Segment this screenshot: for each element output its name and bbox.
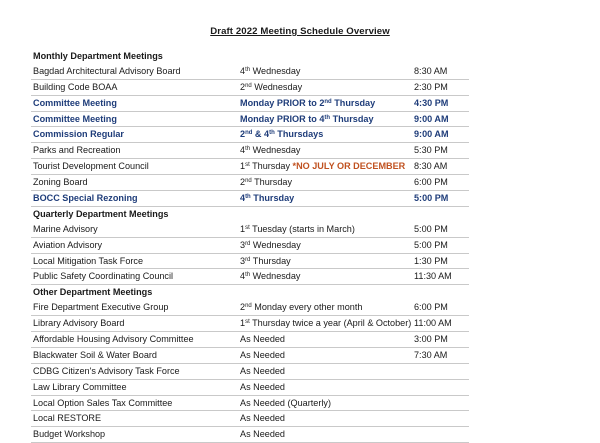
meeting-schedule xyxy=(240,81,302,93)
schedule-text: 4 xyxy=(240,145,246,156)
meeting-time: 4:30 PM xyxy=(414,97,449,108)
schedule-text: 2 xyxy=(240,81,246,92)
meeting-name: Law Library Committee xyxy=(33,381,127,392)
meeting-row xyxy=(31,222,469,238)
meeting-name: Public Safety Coordinating Council xyxy=(33,271,174,282)
meeting-name: Blackwater Soil & Water Board xyxy=(33,349,157,360)
schedule-text: Thursday xyxy=(331,97,376,108)
meeting-name: Tourist Development Council xyxy=(33,161,149,172)
schedule-text: Monday PRIOR to 4 xyxy=(240,113,325,124)
meeting-schedule xyxy=(240,349,285,361)
meeting-row xyxy=(31,159,469,175)
meeting-time: 6:00 PM xyxy=(414,177,448,188)
schedule-text: 4 xyxy=(240,271,246,282)
meeting-row xyxy=(31,269,469,285)
ordinal-suffix: th xyxy=(245,272,251,279)
meeting-schedule xyxy=(240,365,285,377)
ordinal-suffix: nd xyxy=(245,178,252,185)
meeting-time: 5:00 PM xyxy=(414,239,448,250)
schedule-text: Thursday xyxy=(251,177,293,188)
meeting-time: 9:00 AM xyxy=(414,129,449,140)
section-heading: Quarterly Department Meetings xyxy=(33,208,169,219)
meeting-name: Local Option Sales Tax Committee xyxy=(33,397,173,408)
meeting-time: 11:30 AM xyxy=(414,271,452,282)
schedule-text: 2 xyxy=(240,129,246,140)
meeting-time: 7:30 AM xyxy=(414,349,448,360)
meeting-schedule xyxy=(240,333,285,345)
ordinal-suffix: th xyxy=(245,66,251,73)
schedule-text: & 4 xyxy=(252,129,270,140)
meeting-name: Local RESTORE xyxy=(33,413,102,424)
meeting-row xyxy=(31,316,469,332)
meeting-schedule xyxy=(240,113,374,125)
schedule-table xyxy=(0,49,600,443)
meeting-name: Zoning Board xyxy=(33,177,88,188)
meeting-name: Budget Workshop xyxy=(33,429,106,440)
meeting-name: BOCC Special Rezoning xyxy=(33,193,138,204)
meeting-schedule xyxy=(240,397,331,409)
schedule-text: As Needed xyxy=(240,429,285,440)
schedule-text: 2 xyxy=(240,177,246,188)
schedule-text: Thursday xyxy=(330,113,374,124)
schedule-text: Wednesday xyxy=(251,81,303,92)
schedule-text: Monday PRIOR to 2 xyxy=(240,97,325,108)
meeting-time: 5:00 PM xyxy=(414,193,449,204)
meeting-row xyxy=(31,300,469,316)
ordinal-suffix: nd xyxy=(245,130,253,137)
meeting-row xyxy=(31,332,469,348)
meeting-name: Fire Department Executive Group xyxy=(33,302,169,313)
meeting-schedule xyxy=(240,128,323,140)
schedule-text: Wednesday xyxy=(250,271,301,282)
section-heading: Other Department Meetings xyxy=(33,287,153,298)
ordinal-suffix: nd xyxy=(324,98,332,105)
meeting-schedule xyxy=(240,65,300,77)
schedule-text: 3 xyxy=(240,255,246,266)
meeting-schedule xyxy=(240,255,291,267)
meeting-row xyxy=(31,348,469,364)
ordinal-suffix: st xyxy=(245,319,250,326)
meeting-name: Local Mitigation Task Force xyxy=(33,255,144,266)
meeting-row xyxy=(31,127,469,143)
meeting-row xyxy=(31,411,469,427)
schedule-text: As Needed xyxy=(240,381,285,392)
meeting-schedule xyxy=(240,176,292,188)
meeting-time: 6:00 PM xyxy=(414,302,448,313)
meeting-time: 8:30 AM xyxy=(414,161,448,172)
meeting-schedule xyxy=(240,270,300,282)
ordinal-suffix: th xyxy=(269,130,275,137)
meeting-name: Aviation Advisory xyxy=(33,239,103,250)
section-heading-row xyxy=(0,49,600,64)
document-title: Draft 2022 Meeting Schedule Overview xyxy=(210,26,390,37)
schedule-text: 1 xyxy=(240,223,246,234)
ordinal-suffix: st xyxy=(245,162,250,169)
section-heading-row xyxy=(0,207,600,222)
meeting-row xyxy=(31,80,469,96)
schedule-text: 2 xyxy=(240,302,246,313)
ordinal-suffix: rd xyxy=(245,256,251,263)
meeting-schedule xyxy=(240,160,405,172)
schedule-text: Thursdays xyxy=(274,129,324,140)
meeting-schedule xyxy=(240,223,355,235)
meeting-time: 11:00 AM xyxy=(414,318,452,329)
schedule-text: Thursday xyxy=(250,255,291,266)
meeting-schedule xyxy=(240,97,375,109)
ordinal-suffix: nd xyxy=(245,82,252,89)
schedule-text: Wednesday xyxy=(250,145,301,156)
meeting-row xyxy=(31,364,469,380)
schedule-text: As Needed xyxy=(240,413,285,424)
meeting-row xyxy=(31,64,469,80)
meeting-schedule xyxy=(240,239,301,251)
meeting-schedule xyxy=(240,428,285,440)
ordinal-suffix: st xyxy=(245,224,250,231)
meeting-row xyxy=(31,143,469,159)
ordinal-suffix: rd xyxy=(245,240,251,247)
meeting-row xyxy=(31,254,469,270)
meeting-schedule xyxy=(240,317,411,329)
meeting-schedule xyxy=(240,381,285,393)
ordinal-suffix: th xyxy=(324,114,331,121)
meeting-schedule xyxy=(240,192,294,204)
meeting-row xyxy=(31,191,469,207)
schedule-text: 4 xyxy=(240,65,246,76)
meeting-time: 9:00 AM xyxy=(414,113,449,124)
meeting-schedule xyxy=(240,412,285,424)
schedule-text: 4 xyxy=(240,193,246,204)
meeting-row xyxy=(31,175,469,191)
meeting-name: Marine Advisory xyxy=(33,223,98,234)
meeting-name: Committee Meeting xyxy=(33,113,117,124)
meeting-row xyxy=(31,380,469,396)
meeting-time: 8:30 AM xyxy=(414,65,448,76)
schedule-text: Wednesday xyxy=(250,65,301,76)
meeting-time: 1:30 PM xyxy=(414,255,448,266)
meeting-schedule xyxy=(240,144,300,156)
meeting-time: 5:00 PM xyxy=(414,223,448,234)
schedule-text: As Needed xyxy=(240,334,285,345)
meeting-row xyxy=(31,112,469,128)
schedule-text: 1 xyxy=(240,161,246,172)
meeting-row xyxy=(31,238,469,254)
schedule-text: Tuesday (starts in March) xyxy=(249,223,355,234)
meeting-name: Building Code BOAA xyxy=(33,81,118,92)
schedule-text: Wednesday xyxy=(250,239,301,250)
meeting-name: Bagdad Architectural Advisory Board xyxy=(33,65,181,76)
meeting-name: Library Advisory Board xyxy=(33,318,125,329)
ordinal-suffix: th xyxy=(245,194,251,201)
meeting-time: 3:00 PM xyxy=(414,334,448,345)
meeting-name: CDBG Citizen's Advisory Task Force xyxy=(33,365,180,376)
meeting-name: Parks and Recreation xyxy=(33,145,121,156)
schedule-text: As Needed xyxy=(240,365,285,376)
ordinal-suffix: th xyxy=(245,146,251,153)
schedule-text: As Needed (Quarterly) xyxy=(240,397,331,408)
meeting-name: Affordable Housing Advisory Committee xyxy=(33,334,194,345)
schedule-text: Monday every other month xyxy=(251,302,363,313)
schedule-text: As Needed xyxy=(240,349,285,360)
meeting-time: 2:30 PM xyxy=(414,81,448,92)
schedule-note: *NO JULY OR DECEMBER xyxy=(292,161,406,172)
schedule-text: Thursday twice a year (April & October) xyxy=(249,318,412,329)
schedule-text: Thursday xyxy=(249,161,293,172)
section-heading: Monthly Department Meetings xyxy=(33,51,163,61)
section-heading-row xyxy=(0,285,600,300)
schedule-text: 1 xyxy=(240,318,246,329)
meeting-row xyxy=(31,96,469,112)
schedule-text: 3 xyxy=(240,239,246,250)
meeting-schedule xyxy=(240,301,362,313)
ordinal-suffix: nd xyxy=(245,303,252,310)
schedule-text: Thursday xyxy=(250,193,295,204)
meeting-name: Commission Regular xyxy=(33,129,124,140)
meeting-row xyxy=(31,427,469,443)
meeting-time: 5:30 PM xyxy=(414,145,448,156)
meeting-row xyxy=(31,396,469,412)
meeting-name: Committee Meeting xyxy=(33,97,117,108)
